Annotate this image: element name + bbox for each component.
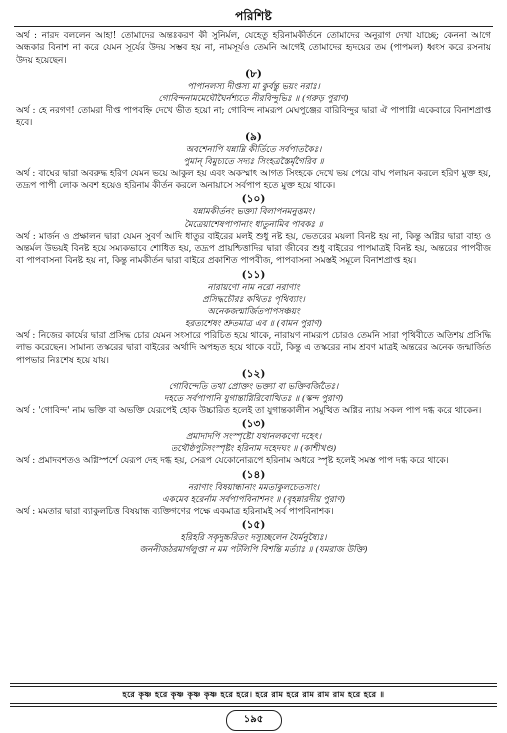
page-number: ১৯৫ <box>226 710 282 731</box>
sanskrit-verse-line: একমেব হরের্নাম সর্বপাপবিনাশনং ॥ (বৃহন্নারদীয় পুরাণ) <box>162 494 345 505</box>
meaning-paragraph: অর্থ : বাঘের দ্বারা অবরুদ্ধ হরিণ যেমন ভয়ে আকুল হয় এবং অকস্মাৎ আগত সিংহকে দেখে ভয় পেয়ে বাঘ পলায়ন করলে হরিণ মুক্ত হয়, তদ্রূপ পাপী লোক অবশ হয়েও হরিনাম কীর্তন করলে অনায়াসে সর্বপাপ হতে মুক্ত হয়ে থাকে। <box>16 168 491 192</box>
verse-number: (৯) <box>245 130 262 143</box>
page-header: পরিশিষ্ট <box>235 9 272 23</box>
sanskrit-verse-line: হরিহরি সকৃদুচ্চরিতং দস্যুচ্ছলেন যৈর্মনুষ্যৈঃ। <box>180 533 327 544</box>
sanskrit-verse-line: গোবিন্দনামমেঘৌঘৈর্নশ্যতে নীরবিন্দুভিঃ ॥ (গরুড় পুরাণ) <box>158 93 349 104</box>
verse-number: (১৫) <box>241 519 266 532</box>
sanskrit-verse-line: গোবিন্দেতি তথা প্রোক্তং ভক্ত্যা বা ভক্তিবর্জিতৈঃ। <box>168 381 339 392</box>
meaning-paragraph: অর্থ : 'গোবিন্দ' নাম ভক্তি বা অভক্তি যেরূপেই হোক উচ্চারিত হলেই তা যুগান্তকালীন সমুত্থিত অগ্নির ন্যায় সকল পাপ দগ্ধ করে থাকেন। <box>16 405 482 416</box>
sanskrit-verse-line: পাপানলস্য দীপ্তস্য মা কুর্বন্তু ভয়ং নরাঃ। <box>187 81 320 92</box>
meaning-paragraph: অর্থ : নারদ বললেন আহা! তোমাদের অন্তঃকরণ কী সুনির্মল, যেহেতু হরিনামকীর্তনে তোমাদের অনুরাগ দেখা যাচ্ছে; কেননা আগে অন্ধকার বিনাশ না করে যেমন সূর্যের উদয় সম্ভব হয় না, নামসূর্যও তেমনি আগেই তোমাদের হৃদয়ের তম (পাপমল) ধ্বংস করে রসনায় উদয় হয়েছেন। <box>16 31 491 66</box>
verse-number: (১১) <box>241 268 266 281</box>
sanskrit-verse-line: দহতে সর্বপাপানি যুগান্তাগ্নিরিবোত্থিতঃ ॥ (স্কন্দ পুরাণ) <box>163 393 344 404</box>
sanskrit-verse-line: পুমান্ বিমুচ্যতে সদ্যঃ সিংহত্রস্তৈর্মৃগৈরিব ॥ <box>183 156 324 167</box>
meaning-paragraph: অর্থ : মমতার দ্বারা ব্যাকুলচিত্ত বিষয়ান্ধ ব্যক্তিগণের পক্ষে একমাত্র হরিনামই সর্ব পাপবিনাশক। <box>16 506 334 517</box>
sanskrit-verse-line: অনেকজন্মার্জিতপাপসঞ্চয়ং <box>207 306 300 317</box>
footer-mantra: হরে কৃষ্ণ হরে কৃষ্ণ কৃষ্ণ কৃষ্ণ হরে হরে। হরে রাম হরে রাম রাম রাম হরে হরে ॥ <box>122 688 385 699</box>
verse-number: (১৪) <box>241 468 266 481</box>
sanskrit-verse-line: প্রসিদ্ধচৌরঃ কথিতঃ পৃথিব্যাং। <box>202 294 305 305</box>
verse-number: (১২) <box>241 367 266 380</box>
footer-mantra-band <box>10 686 497 704</box>
sanskrit-verse-line: যন্নামকীর্তনং ভক্ত্যা বিলাপনমনুত্তমং। <box>192 207 315 218</box>
verse-number: (৮) <box>245 67 262 80</box>
verse-number: (১৩) <box>241 418 266 431</box>
sanskrit-verse-line: মৈত্রেয়াশেষপাপানাং ধাতুনামিব পাবকঃ ॥ <box>184 219 323 230</box>
header-rule <box>14 26 493 27</box>
meaning-paragraph: অর্থ : মার্জন ও প্রক্ষালন দ্বারা যেমন সুবর্ণ আদি ধাতুর বাইরের মলই শুধু নষ্ট হয়, ভেতরের ময়লা বিনষ্ট হয় না, কিন্তু অগ্নির দ্বারা বাহ্য ও অন্তর্মল উভয়ই বিনষ্ট হয়ে সম্যকভাবে শোধিত হয়, তদ্রূপ প্রায়শ্চিত্তাদির দ্বারা জীবের শুধু বাইরের পাপমাত্রই বিনষ্ট হয়, অন্তরের পাপবীজ বা পাপবাসনা বিনষ্ট হয় না, কিন্তু নামকীর্তন দ্বারা বাইরে প্রকাশিত পাপবীজ, পাপবাসনা সমস্তই সমূলে বিনাশপ্রাপ্ত হয়। <box>16 231 491 267</box>
sanskrit-verse-line: তথৌষ্ঠপুটসংস্পৃষ্টং হরিনাম দহেদঘং ॥ (কাশীখণ্ড) <box>170 444 337 455</box>
meaning-paragraph: অর্থ : নিজের কার্যের দ্বারা প্রসিদ্ধ চোর যেমন সংসারে পরিচিত হয়ে থাকে, নারায়ণ নামরূপ চোরও তেমনি সারা পৃথিবীতে অতিশয় প্রসিদ্ধি লাভ করেছেন। সামান্য তস্করের দ্বারা বাইরের অর্থাদি অপহৃত হয়ে থাকে বটে, কিন্তু এ তস্করের নাম শ্রবণ মাত্রই অন্তরের অনেক জন্মার্জিত পাপভার নিঃশেষ হয়ে যায়। <box>16 330 491 366</box>
sanskrit-verse-line: নারায়ণো নাম নরো নরাণাং <box>207 282 300 293</box>
sanskrit-verse-line: অবশেনাপি যন্নাম্নি কীর্তিতে সর্বপাতকৈঃ। <box>185 144 322 155</box>
verse-number: (১০) <box>241 193 266 206</box>
meaning-paragraph: অর্থ : হে নরগণ! তোমরা দীপ্ত পাপবহ্নি দেখে ভীত হয়ো না; গোবিন্দ নামরূপ মেঘপুঞ্জের বারিবিন্দুর দ্বারা ঐ পাপাগ্নি একেবারে বিনাশপ্রাপ্ত হবে। <box>16 106 491 129</box>
sanskrit-verse-line: জননীজঠরমার্গলুপ্তা ন মম পটলিপি বিশন্তি মর্ত্যাঃ ॥ (যমরাজ উক্তি) <box>139 545 368 556</box>
sanskrit-verse-line: হরত্যশেষং শ্রুতমাত্র এব ॥ (বামন পুরাণ) <box>184 318 323 329</box>
sanskrit-verse-line: নরাণাং বিষয়ান্ধানাং মমতাকুলচেতসাং। <box>187 482 320 493</box>
sanskrit-verse-line: প্রমাদাদপি সংস্পৃষ্টো যথানলকণো দহেৎ। <box>185 432 322 443</box>
page-number-wrap <box>0 707 507 731</box>
meaning-paragraph: অর্থ : প্রমাদবশতও অগ্নিস্পর্শে যেরূপ দেহ দগ্ধ হয়, সেরূপ যেকোনোরূপে হরিনাম অধরে স্পৃষ্ট হলেই সমস্ত পাপ দগ্ধ করে থাকে। <box>16 456 449 467</box>
page-body <box>16 30 491 680</box>
